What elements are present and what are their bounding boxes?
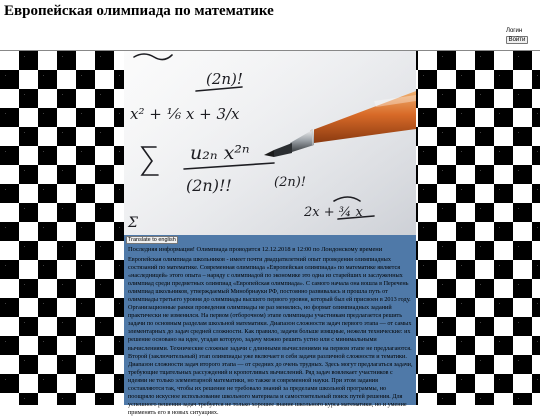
hero-formula-3: u₂ₙ x²ⁿ (190, 142, 250, 164)
site-title: Европейская олимпиада по математике (4, 3, 274, 19)
hero-formula-1: (2n)! (206, 70, 243, 88)
site-header (0, 0, 540, 48)
login-button[interactable]: Войти (506, 36, 528, 44)
login-label: Логин (506, 28, 523, 34)
hero-formula-2: x² + ⅙ x + 3/x (130, 105, 240, 123)
olympiad-description: Европейская олимпиада школьников - имеет почти двадцатилетний опыт проведения олимпиадных состязаний по математике. Современная олимпиада «Европейская олимпиада» по математике является «наследницей» этого опыта – наряду с олимпиадой по экономике это одна из старейших и заслуженных олимпиад среди предметных олимпиад «Европейская олимпиада». С самого начала она вошла в Перечень олимпиад школьников, утверждаемый Минобрнауки РФ, постоянно развивалась и прошла путь от олимпиады третьего уровня до олимпиады высшего первого уровня, который был ей присвоен в 2013 году. Организационные рамки проведения олимпиады не раз менялись, но формат олимпиадных заданий практически не изменился. На первом (отборочном) этапе олимпиады участникам предлагается решить задачи по основным разделам школьной математики. Диапазон сложности задач первого этапа — от самых элементарных до задач средней сложности. Как правило, задачи больше изящные, нежели технические: их решение основано на идее, угадав которую, задачу можно решить устно или с минимальными вычислениями. Технические сложные задачи с длинными вычислениями на первом этапе не предлагаются. Второй (заключительный) этап олимпиады уже включает в себя задачи различной сложности и тематики. Диапазон сложности задач второго этапа — от средних до очень трудных. Здесь могут предлагаться задачи, требующие тщательных рассуждений и кропотливых вычислений. Ряд задач вовлекает участников с идеями не только элементарной математики, но также и современной науки. При этом задания составляются так, чтобы их решение не требовало знаний за пределами школьной программы, но поощряло искусное использование школьного материала и самостоятельный поиск путей решения. Для успешного решения задач требуется не только хорошее знание школьного курса математики, но и умение применять его в новых ситуациях. (128, 256, 413, 416)
content-panel (124, 235, 416, 416)
hero-formula-4: (2n)!! (186, 176, 232, 195)
latest-news: Последняя информация! Олимпиада проводится 12.12.2018 в 12:00 по Лондонскому времени (128, 246, 383, 253)
translate-button[interactable]: Translate to english (128, 237, 176, 243)
login-box (506, 28, 534, 44)
hero-image (124, 51, 416, 235)
hero-formula-6: 2x + ¾ x (304, 205, 363, 220)
hero-formula-5: (2n)! (274, 175, 307, 190)
hero-formula-7: Σ (128, 215, 138, 231)
